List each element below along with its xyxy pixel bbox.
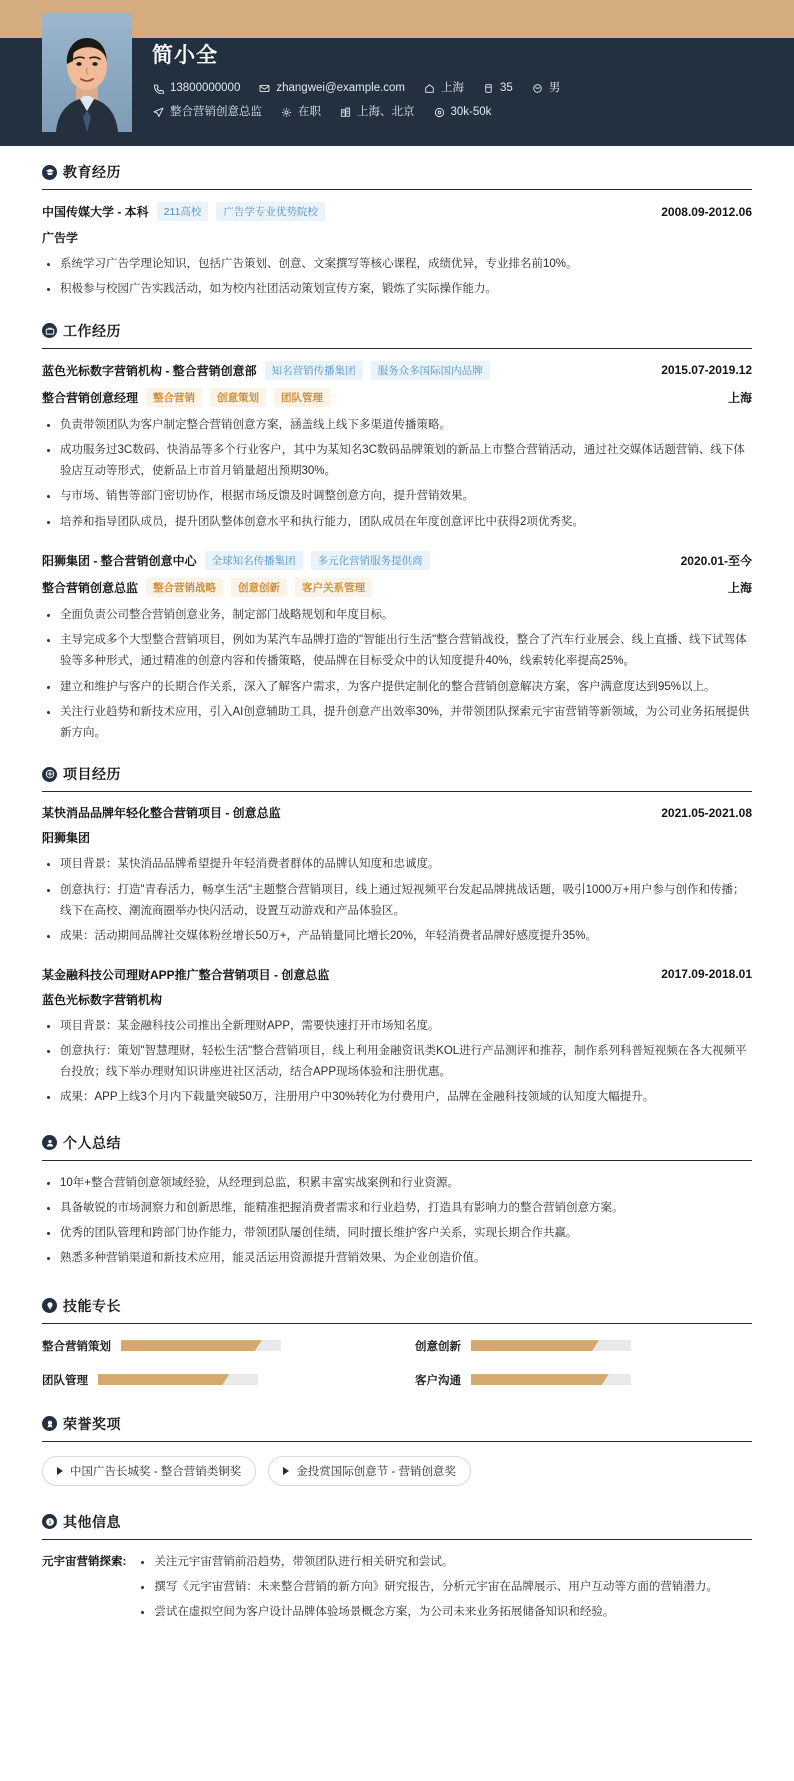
section-header (42, 1512, 752, 1539)
list-item: 建立和维护与客户的长期合作关系，深入了解客户需求，为客户提供定制化的整合营销创意解决方案，客户满意度达到95%以上。 (44, 677, 752, 698)
entry-role-line (42, 578, 752, 597)
summary-bullets (44, 1173, 752, 1270)
skill-item (42, 1338, 379, 1354)
entry-head-left (42, 804, 281, 821)
section-title: 教育经历 (63, 164, 121, 180)
section-divider (42, 791, 752, 792)
education-date: 2008.09-2012.06 (661, 204, 752, 219)
work-entry (42, 551, 752, 745)
award-icon (42, 1416, 57, 1431)
project-company: 蓝色光标数字营销机构 (42, 992, 163, 1007)
entry-head (42, 361, 752, 380)
section-title: 工作经历 (63, 322, 121, 339)
project-grid-icon (42, 767, 57, 782)
section-honors (42, 1414, 752, 1486)
work-entry (42, 361, 752, 533)
company-name: 蓝色光标数字营销机构 - 整合营销创意部 (42, 363, 257, 378)
contact-phone-text: 13800000000 (170, 82, 241, 94)
project-bullets (44, 854, 752, 947)
skill-label: 创意创新 (415, 1340, 461, 1353)
honors-list (42, 1454, 752, 1486)
job-status (280, 103, 321, 122)
list-item: 成功服务过3C数码、快消品等多个行业客户，其中为某知名3C数码品牌策划的新品上市整合营销活动，通过社交媒体话题营销、线下体验店互动等形式，使新品上市首月销量超出预期30%。 (44, 440, 752, 483)
section-title: 荣誉奖项 (63, 1415, 121, 1432)
section-header (42, 1296, 752, 1323)
header-text-block (152, 42, 764, 127)
section-projects (42, 764, 752, 1108)
page-title: 简小全 (152, 44, 218, 67)
skill-progress-fill (98, 1374, 229, 1385)
resume-body (0, 162, 794, 1647)
contact-location-text: 上海 (441, 82, 465, 94)
skills-grid (42, 1336, 752, 1388)
age-icon (482, 82, 495, 95)
skill-progress-fill (471, 1374, 609, 1385)
project-name: 某金融科技公司理财APP推广整合营销项目 - 创意总监 (42, 967, 330, 982)
company-tag: 多元化营销服务提供商 (311, 551, 430, 570)
work-city: 上海 (727, 580, 752, 595)
skill-item (415, 1372, 752, 1388)
education-bullets (44, 254, 752, 301)
contact-location (423, 79, 464, 98)
work-bullets (44, 415, 752, 533)
list-item: 培养和指导团队成员，提升团队整体创意水平和执行能力，团队成员在年度创意评比中获得2项优秀奖。 (44, 512, 752, 533)
list-item: 创意执行：打造"青春活力，畅享生活"主题整合营销项目，线上通过短视频平台发起品牌挑战话题，吸引1000万+用户参与创作和传播；线下在高校、潮流商圈举办快闪活动，设置互动游戏和产品体验区。 (44, 880, 752, 923)
school-name: 中国传媒大学 - 本科 (42, 205, 149, 219)
list-item: 项目背景：某金融科技公司推出全新理财APP，需要快速打开市场知名度。 (44, 1016, 752, 1037)
section-other-info (42, 1512, 752, 1624)
section-header (42, 1414, 752, 1441)
resume-header (0, 0, 794, 146)
expected-salary-text: 30k-50k (450, 106, 492, 118)
contact-row-primary (152, 79, 764, 98)
list-item: 与市场、销售等部门密切协作，根据市场反馈及时调整创意方向，提升营销效果。 (44, 486, 752, 507)
skill-progress-track (98, 1374, 258, 1385)
company-tag: 知名营销传播集团 (265, 361, 363, 380)
other-info-row (42, 1552, 752, 1624)
work-city: 上海 (727, 390, 752, 405)
project-date: 2017.09-2018.01 (661, 967, 752, 982)
project-company: 阳狮集团 (42, 831, 91, 846)
section-title: 项目经历 (63, 766, 121, 783)
list-item: 全面负责公司整合营销创意业务，制定部门战略规划和年度目标。 (44, 605, 752, 626)
skill-tag: 整合营销 (146, 388, 202, 407)
entry-role-left (42, 578, 372, 597)
expected-salary (433, 103, 492, 122)
list-item: 关注元宇宙营销前沿趋势，带领团队进行相关研究和尝试。 (138, 1552, 752, 1573)
section-skills (42, 1296, 752, 1388)
skill-progress-track (121, 1340, 281, 1351)
preferred-city-text: 上海、北京 (357, 106, 415, 118)
company-tag: 全球知名传播集团 (205, 551, 303, 570)
work-bullets (44, 605, 752, 745)
contact-row-secondary (152, 103, 764, 122)
contact-phone (152, 79, 240, 98)
list-item: 撰写《元宇宙营销：未来整合营销的新方向》研究报告，分析元宇宙在品牌展示、用户互动等方面的营销潜力。 (138, 1577, 752, 1598)
entry-head (42, 804, 752, 821)
list-item: 系统学习广告学理论知识，包括广告策划、创意、文案撰写等核心课程，成绩优异，专业排名前10%。 (44, 254, 752, 275)
entry-role-left (42, 388, 330, 407)
school-tag: 广告学专业优势院校 (216, 202, 325, 221)
company-name: 阳狮集团 - 整合营销创意中心 (42, 553, 197, 568)
job-title: 整合营销创意经理 (42, 390, 139, 405)
project-name: 某快消品品牌年轻化整合营销项目 - 创意总监 (42, 806, 281, 821)
skill-bulb-icon (42, 1298, 57, 1313)
status-icon (280, 106, 293, 119)
list-item: 10年+整合营销创意领域经验，从经理到总监，积累丰富实战案例和行业资源。 (44, 1173, 752, 1194)
section-work (42, 321, 752, 745)
other-info-body (136, 1552, 752, 1624)
list-item: 关注行业趋势和新技术应用，引入AI创意辅助工具，提升创意产出效率30%，并带领团队探索元宇宙营销等新领域，为公司业务拓展提供新方向。 (44, 702, 752, 745)
list-item: 项目背景：某快消品品牌希望提升年轻消费者群体的品牌认知度和忠诚度。 (44, 854, 752, 875)
home-icon (423, 82, 436, 95)
contact-gender-text: 男 (548, 82, 561, 94)
section-divider (42, 1160, 752, 1161)
honor-chip[interactable] (42, 1456, 256, 1486)
list-item: 负责带领团队为客户制定整合营销创意方案，涵盖线上线下多渠道传播策略。 (44, 415, 752, 436)
list-item: 主导完成多个大型整合营销项目，例如为某汽车品牌打造的"智能出行生活"整合营销战役，整合了汽车行业展会、线上直播、线下试驾体验等多种形式，通过精准的创意内容和传播策略，使品牌在目标受众中的认知度提升40%，线索转化率提高25%。 (44, 630, 752, 673)
list-item: 创意执行：策划"智慧理财，轻松生活"整合营销项目，线上利用金融资讯类KOL进行产品测评和推荐，制作系列科普短视频在各大视频平台投放；线下举办理财知识讲座进社区活动，结合APP现场体验和注册优惠。 (44, 1041, 752, 1084)
list-item: 积极参与校园广告实践活动，如为校内社团活动策划宣传方案，锻炼了实际操作能力。 (44, 279, 752, 300)
honor-chip[interactable] (268, 1456, 471, 1486)
company-tag: 服务众多国际国内品牌 (371, 361, 490, 380)
entry-head (42, 966, 752, 983)
entry-head (42, 551, 752, 570)
other-info-label: 元宇宙营销探索: (42, 1555, 127, 1568)
list-item: 成果：活动期间品牌社交媒体粉丝增长50万+，产品销量同比增长20%，年轻消费者品牌好感度提升35%。 (44, 926, 752, 947)
contact-age-text: 35 (500, 82, 513, 94)
skill-progress-fill (121, 1340, 262, 1351)
job-target (152, 103, 262, 122)
skill-tag: 团队管理 (274, 388, 330, 407)
skill-item (415, 1338, 752, 1354)
section-divider (42, 1323, 752, 1324)
honor-label: 金投赏国际创意节 - 营销创意奖 (296, 1465, 456, 1478)
job-status-text: 在职 (298, 106, 321, 118)
list-item: 熟悉多种营销渠道和新技术应用，能灵活运用资源提升营销效果、为企业创造价值。 (44, 1248, 752, 1269)
section-header (42, 162, 752, 189)
person-icon (42, 1135, 57, 1150)
education-entry (42, 202, 752, 301)
major-name: 广告学 (42, 231, 79, 245)
section-header (42, 321, 752, 348)
info-icon (42, 1514, 57, 1529)
work-date: 2020.01-至今 (680, 553, 752, 568)
skill-label: 客户沟通 (415, 1374, 461, 1387)
city-icon (339, 106, 352, 119)
section-divider (42, 1539, 752, 1540)
section-education (42, 162, 752, 301)
honor-label: 中国广告长城奖 - 整合营销类铜奖 (70, 1465, 242, 1478)
phone-icon (152, 82, 165, 95)
send-icon (152, 106, 165, 119)
skill-tag: 整合营销战略 (146, 578, 223, 597)
school-tag: 211高校 (157, 202, 209, 221)
section-title: 其他信息 (63, 1513, 121, 1530)
preferred-city (339, 103, 415, 122)
avatar (42, 14, 132, 132)
list-item: 优秀的团队管理和跨部门协作能力，带领团队屡创佳绩，同时擅长维护客户关系，实现长期合作共赢。 (44, 1223, 752, 1244)
list-item: 尝试在虚拟空间为客户设计品牌体验场景概念方案，为公司未来业务拓展储备知识和经验。 (138, 1602, 752, 1623)
list-item: 成果：APP上线3个月内下载量突破50万，注册用户中30%转化为付费用户，品牌在金融科技领域的认知度大幅提升。 (44, 1087, 752, 1108)
entry-role-line (42, 388, 752, 407)
salary-icon (433, 106, 446, 119)
section-header (42, 1133, 752, 1160)
skill-progress-track (471, 1374, 631, 1385)
contact-email (258, 79, 405, 98)
section-summary (42, 1133, 752, 1270)
briefcase-icon (42, 323, 57, 338)
entry-head-left (42, 966, 329, 983)
contact-email-text: zhangwei@example.com (276, 82, 406, 94)
section-header (42, 764, 752, 791)
entry-head (42, 202, 752, 221)
project-entry (42, 804, 752, 947)
play-triangle-icon (283, 1467, 289, 1475)
skill-label: 整合营销策划 (42, 1340, 111, 1353)
project-date: 2021.05-2021.08 (661, 805, 752, 820)
play-triangle-icon (57, 1467, 63, 1475)
section-divider (42, 189, 752, 190)
skill-tag: 创意策划 (210, 388, 266, 407)
job-target-text: 整合营销创意总监 (170, 106, 262, 118)
entry-head-left (42, 551, 430, 570)
entry-head-left (42, 361, 490, 380)
contact-gender (531, 79, 561, 98)
skill-progress-fill (471, 1340, 599, 1351)
skill-label: 团队管理 (42, 1374, 88, 1387)
section-divider (42, 348, 752, 349)
project-bullets (44, 1016, 752, 1109)
job-title: 整合营销创意总监 (42, 580, 139, 595)
list-item: 具备敏锐的市场洞察力和创新思维，能精准把握消费者需求和行业趋势，打造具有影响力的整合营销创意方案。 (44, 1198, 752, 1219)
skill-tag: 客户关系管理 (295, 578, 372, 597)
skill-progress-track (471, 1340, 631, 1351)
gender-icon (531, 82, 544, 95)
skill-tag: 创意创新 (231, 578, 287, 597)
entry-head-left (42, 202, 325, 221)
education-cap-icon (42, 165, 57, 180)
section-title: 技能专长 (63, 1297, 121, 1314)
contact-age (482, 79, 513, 98)
section-divider (42, 1441, 752, 1442)
other-info-bullets (138, 1552, 752, 1624)
skill-item (42, 1372, 379, 1388)
project-entry (42, 966, 752, 1109)
work-date: 2015.07-2019.12 (661, 363, 752, 378)
section-title: 个人总结 (63, 1134, 121, 1151)
mail-icon (258, 82, 271, 95)
